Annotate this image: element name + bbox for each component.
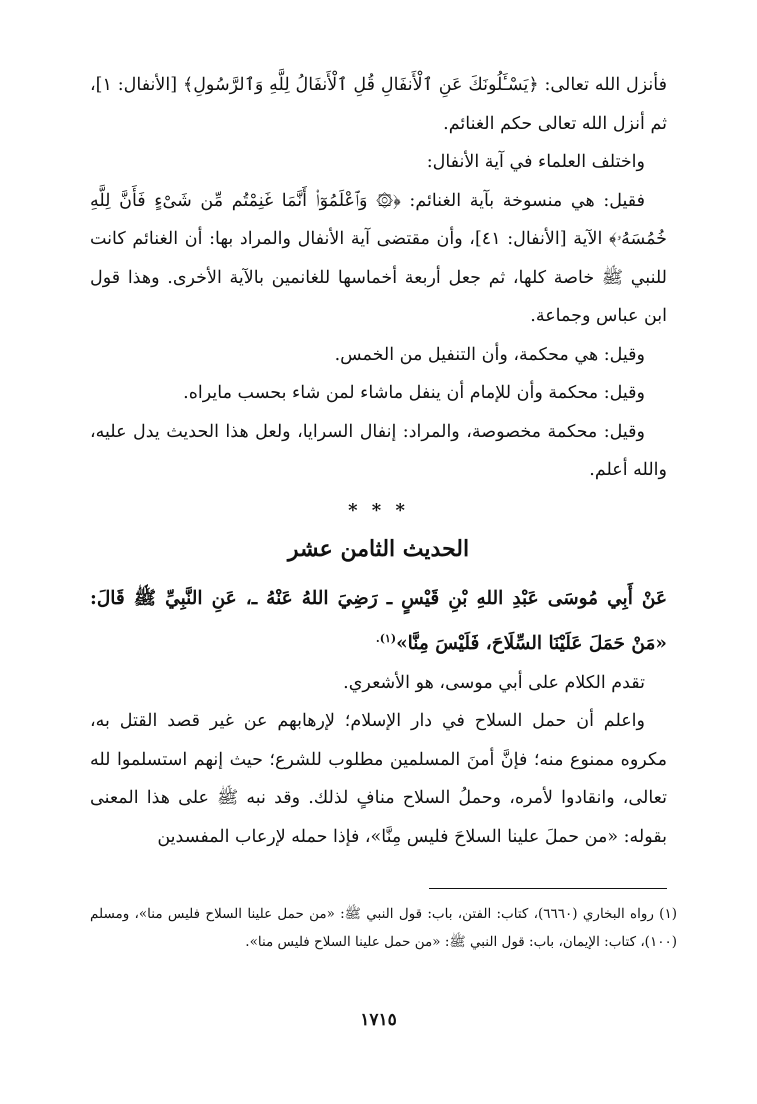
paragraph-carrying-weapons: واعلم أن حمل السلاح في دار الإسلام؛ لإرهابهم عن غير قصد القتل به، مكروه ممنوع منه؛ فإنَّ أمنَ المسلمين مطلوب للشرع؛ حيث إنهم استسلموا لله تعالى، وانقادوا لأمره، وحملُ السلاح منافٍ لذلك. وقد نبه ﷺ على هذا المعنى بقوله: «من حملَ علينا السلاحَ فليس مِنَّا»، فإذا حمله لإرعاب المفسدين [90,711,667,847]
footnote-text: رواه البخاري (٦٦٦٠)، كتاب: الفتن، باب: قول النبي ﷺ: «من حمل علينا السلاح فليس منا»، ومسلم (١٠٠)، كتاب: الإيمان، باب: قول النبي ﷺ: «من حمل علينا السلاح فليس منا». [90,906,677,950]
paragraph-anfal-revelation: فأنزل الله تعالى: ﴿يَسْـَٔلُونَكَ عَنِ ٱلْأَنفَالِ قُلِ ٱلْأَنفَالُ لِلَّهِ وَٱلرَّسُولِ﴾ [الأنفال: ١]، ثم أنزل الله تعالى حكم الغنائم. [90,75,667,134]
paragraph-muhkam-opinion: وقيل: هي محكمة، وأن التنفيل من الخمس. [334,344,645,365]
footnote-reference: (١). [375,631,397,645]
footnote-marker: (١) [659,906,677,922]
page-body [90,66,667,856]
footnotes [90,900,677,956]
hadith-heading: الحديث الثامن عشر [287,535,470,562]
paragraph-abrogation-opinion: فقيل: هي منسوخة بآية الغنائم: ﴿۞ وَٱعْلَمُوٓا۟ أَنَّمَا غَنِمْتُم مِّن شَىْءٍ فَأَنَّ لِلَّهِ خُمُسَهُۥ﴾ الآية [الأنفال: ٤١]، وأن مقتضى آية الأنفال والمراد بها: أن الغنائم كانت للنبي ﷺ خاصة كلها، ثم جعل أربعة أخماسها للغانمين بالآية الأخرى. وهذا قول ابن عباس وجماعة. [90,190,668,326]
paragraph-abu-musa: تقدم الكلام على أبي موسى، هو الأشعري. [343,672,645,693]
paragraph-scholars-disagreement: واختلف العلماء في آية الأنفال: [426,152,645,172]
paragraph-sarايا-opinion: وقيل: محكمة مخصوصة، والمراد: إنفال السرايا، ولعل هذا الحديث يدل عليه، والله أعلم. [90,421,667,480]
hadith-body: عَنْ أَبِي مُوسَى عَبْدِ اللهِ بْنِ قَيْسٍ ـ رَضِيَ اللهُ عَنْهُ ـ، عَنِ النَّبِيِّ ﷺ قَالَ: «مَنْ حَمَلَ عَلَيْنَا السِّلَاحَ، فَلَيْسَ مِنَّا» [90,587,667,654]
paragraph-imam-opinion: وقيل: محكمة وأن للإمام أن ينفل ماشاء لمن شاء بحسب مايراه. [183,383,645,403]
hadith-text [90,579,667,664]
footnote-divider [429,888,667,889]
section-separator: * * * [348,499,409,521]
page-number: ١٧١٥ [360,1010,397,1030]
